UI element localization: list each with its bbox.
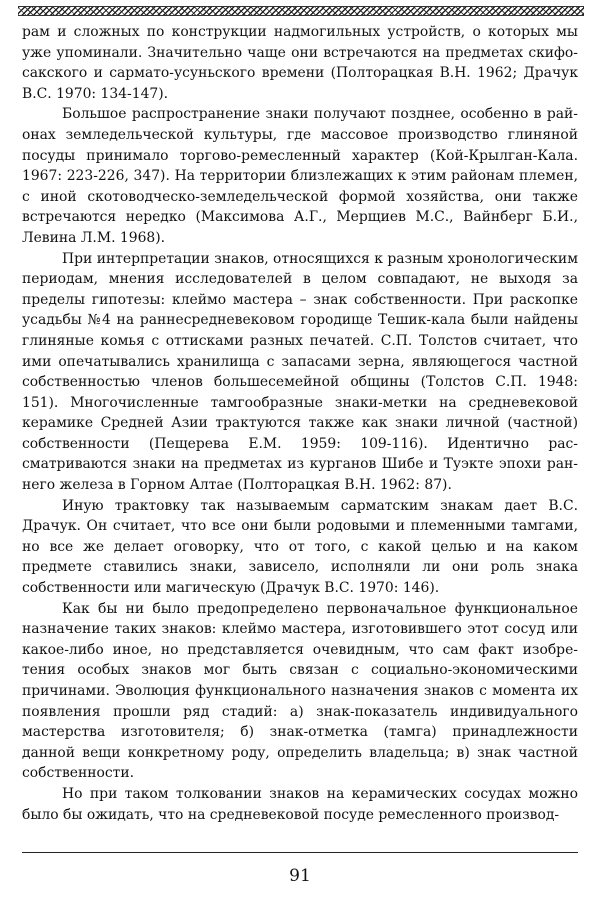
body-text xyxy=(22,22,578,825)
paragraph-5: Как бы ни было предопределено первоначальное функциональное назначение таких знаков: клеймо мастера, изготовившего этот сосуд или какое-либо иное, но представляется очевидным, что сам факт изобретения особых знаков мог быть связан с социально-экономическими причинами. Эволюция функционального назначения знаков с момента их появления прошли ряд стадий: а) знак-показатель индивидуального мастерства изготовителя; б) знак-отметка (тамга) принадлежности данной вещи конкретному роду, определить владельца; в) знак частной собственности. xyxy=(22,600,578,782)
paragraph-2: Большое распространение знаки получают позднее, особенно в районах земледельческой культуры, где массовое производство глиняной посуды принимало торгово-ремесленный характер (Кой-Крылган-Кала. 1967: 223-226, 347). На территории близлежащих к этим районам племен, с иной скотоводческо-земледельческой формой хозяйства, они также встречаются нередко (Максимова А.Г., Мерщиев М.С., Вайнберг Б.И., Левина Л.М. 1968). xyxy=(22,106,578,246)
paragraph-4: Иную трактовку так называемым сарматским знакам дает В.С. Драчук. Он считает, что все они были родовыми и племенными тамгами, но все же делает оговорку, что от того, с какой целью и на каком предмете ставились знаки, зависело, исполняли ли они роль знака собственности или магическую (Драчук В.С. 1970: 146). xyxy=(22,497,578,597)
paragraph-3: При интерпретации знаков, относящихся к разным хронологическим периодам, мнения исследователей в целом совпадают, не выходя за пределы гипотезы: клеймо мастера – знак собственности. При раскопке усадьбы №4 на раннесредневековом городище Тешик-кала были найдены глиняные комья с оттисками разных печатей. С.П. Толстов считает, что ими опечатывались хранилища с запасами зерна, являющегося частной собственностью членов большесемейной общины (Толстов С.П. 1948: 151). Многочисленные тамгообразные знаки-метки на средневековой керамике Средней Азии трактуются также как знаки личной (частной) собственности (Пещерева Е.М. 1959: 109-116). Идентично рассматриваются знаки на предметах из курганов Шибе и Туэкте эпохи раннего железа в Горном Алтае (Полторацкая В.Н. 1962: 87). xyxy=(22,250,578,494)
footer-rule xyxy=(22,852,578,853)
page-number: 91 xyxy=(289,866,311,886)
paragraph-6: Но при таком толковании знаков на керамических сосудах можно было бы ожидать, что на средневековой посуде ремесленного производ- xyxy=(22,785,578,823)
paragraph-1: рам и сложных по конструкции надмогильных устройств, о которых мы уже упоминали. Значительно чаще они встречаются на предметах скифо-сакского и сармато-усуньского времени (Полторацкая В.Н. 1962; Драчук В.С. 1970: 134-147). xyxy=(22,24,578,102)
header-ornament xyxy=(18,6,584,16)
